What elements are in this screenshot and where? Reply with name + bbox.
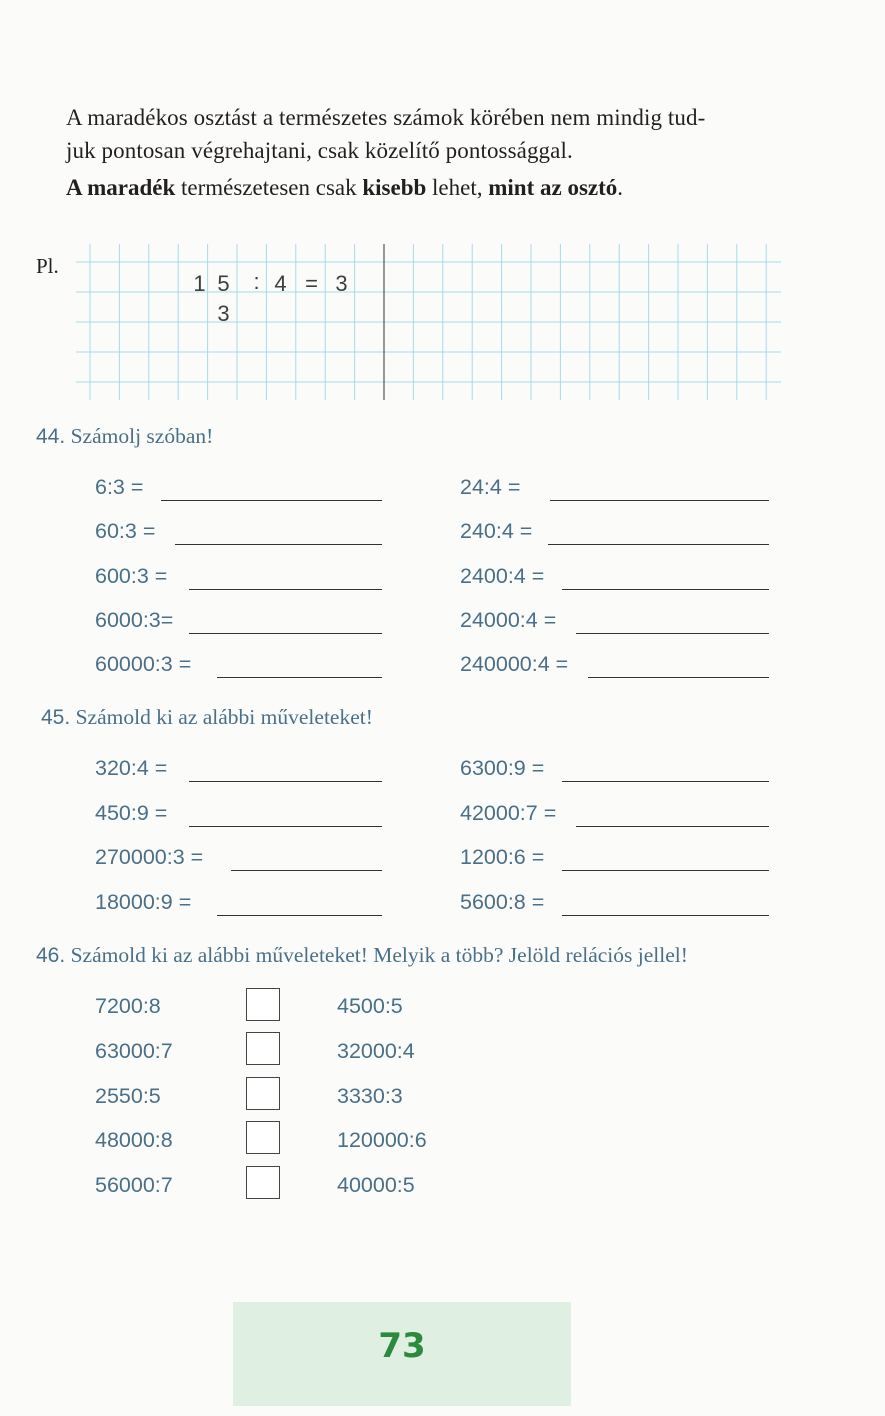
problem-label: 18000:9 = [95, 890, 192, 914]
comparison-left-4: 48000:8 [95, 1128, 173, 1152]
answer-line[interactable] [189, 633, 382, 634]
exercise-44-left-4 [95, 608, 382, 638]
relation-box[interactable] [246, 1166, 280, 1199]
answer-line[interactable] [576, 633, 769, 634]
answer-line[interactable] [562, 915, 769, 916]
relation-box[interactable] [246, 1077, 280, 1110]
comparison-right-2: 32000:4 [337, 1039, 415, 1063]
problem-label: 2400:4 = [460, 564, 545, 588]
exercise-44-left-5 [95, 652, 382, 682]
problem-label: 60:3 = [95, 519, 156, 543]
problem-label: 450:9 = [95, 801, 168, 825]
answer-line[interactable] [175, 544, 382, 545]
answer-line[interactable] [588, 677, 769, 678]
relation-box[interactable] [246, 988, 280, 1021]
problem-label: 1200:6 = [460, 845, 545, 869]
relation-box[interactable] [246, 1032, 280, 1065]
rule-text-3: . [617, 175, 624, 200]
exercise-45-left-1 [95, 756, 382, 786]
exercise-45-right-2 [460, 801, 769, 831]
relation-box[interactable] [246, 1121, 280, 1154]
comparison-left-5: 56000:7 [95, 1173, 173, 1197]
dividend-digit-2: 5 [217, 271, 230, 296]
exercise-46-text: Számold ki az alábbi műveleteket! Melyik a több? Jelöld relációs jellel! [65, 943, 688, 967]
answer-line[interactable] [550, 500, 769, 501]
exercise-44-text: Számolj szóban! [65, 424, 214, 448]
comparison-right-3: 3330:3 [337, 1084, 403, 1108]
example-label: Pl. [36, 254, 59, 278]
exercise-44-right-2 [460, 519, 769, 549]
answer-line[interactable] [189, 781, 382, 782]
example-grid [76, 244, 781, 400]
exercise-45-left-3 [95, 845, 382, 875]
rule-text-1: természetesen csak [175, 175, 363, 200]
problem-label: 270000:3 = [95, 845, 204, 869]
exercise-45-title [41, 705, 373, 730]
exercise-45-left-4 [95, 890, 382, 920]
answer-line[interactable] [576, 826, 769, 827]
exercise-44-right-5 [460, 652, 769, 682]
exercise-44-right-4 [460, 608, 769, 638]
problem-label: 24000:4 = [460, 608, 557, 632]
problem-label: 6000:3= [95, 608, 174, 632]
answer-line[interactable] [562, 781, 769, 782]
exercise-44-number: 44. [36, 425, 66, 448]
answer-line[interactable] [189, 826, 382, 827]
problem-label: 5600:8 = [460, 890, 545, 914]
problem-label: 6300:9 = [460, 756, 545, 780]
rule-bold-2: kisebb [362, 175, 427, 200]
exercise-45-right-1 [460, 756, 769, 786]
exercise-45-text: Számold ki az alábbi műveleteket! [70, 705, 373, 729]
problem-label: 24:4 = [460, 475, 521, 499]
answer-line[interactable] [562, 589, 769, 590]
intro-line-1: A maradékos osztást a természetes számok körében nem mindig tud- [66, 105, 706, 130]
rule-bold-1: A maradék [66, 175, 176, 200]
exercise-46-number: 46. [36, 944, 66, 967]
exercise-44-title [36, 424, 213, 449]
rule-text-2: lehet, [426, 175, 489, 200]
intro-paragraph [66, 101, 796, 167]
comparison-left-1: 7200:8 [95, 994, 161, 1018]
remainder: 3 [217, 301, 230, 326]
rule-bold-3: mint az osztó [488, 175, 618, 200]
answer-line[interactable] [189, 589, 382, 590]
answer-line[interactable] [231, 870, 382, 871]
page-footer [233, 1302, 571, 1406]
answer-line[interactable] [217, 677, 382, 678]
exercise-44-right-3 [460, 564, 769, 594]
answer-line[interactable] [562, 870, 769, 871]
page-number: 73 [378, 1326, 426, 1366]
grid-lines [76, 244, 781, 400]
comparison-right-1: 4500:5 [337, 994, 403, 1018]
exercise-44-left-1 [95, 475, 382, 505]
comparison-left-3: 2550:5 [95, 1084, 161, 1108]
exercise-45-left-2 [95, 801, 382, 831]
answer-line[interactable] [161, 500, 382, 501]
problem-label: 42000:7 = [460, 801, 557, 825]
problem-label: 240000:4 = [460, 652, 569, 676]
problem-label: 320:4 = [95, 756, 168, 780]
exercise-45-right-4 [460, 890, 769, 920]
problem-label: 60000:3 = [95, 652, 192, 676]
quotient: 3 [335, 271, 348, 296]
intro-line-2: juk pontosan végrehajtani, csak közelítő pontossággal. [66, 138, 573, 163]
exercise-46-title [36, 943, 688, 968]
exercise-44-left-2 [95, 519, 382, 549]
exercise-45-number: 45. [41, 706, 71, 729]
problem-label: 240:4 = [460, 519, 533, 543]
equals-sign: = [305, 271, 318, 296]
problem-label: 6:3 = [95, 475, 144, 499]
exercise-44-right-1 [460, 475, 769, 505]
answer-line[interactable] [548, 544, 769, 545]
problem-label: 600:3 = [95, 564, 168, 588]
comparison-right-4: 120000:6 [337, 1128, 427, 1152]
division-sign: : [253, 269, 260, 294]
exercise-44-left-3 [95, 564, 382, 594]
comparison-left-2: 63000:7 [95, 1039, 173, 1063]
divisor: 4 [274, 271, 287, 296]
answer-line[interactable] [217, 915, 382, 916]
dividend-digit-1: 1 [193, 271, 206, 296]
exercise-45-right-3 [460, 845, 769, 875]
comparison-right-5: 40000:5 [337, 1173, 415, 1197]
rule-statement [66, 171, 796, 204]
